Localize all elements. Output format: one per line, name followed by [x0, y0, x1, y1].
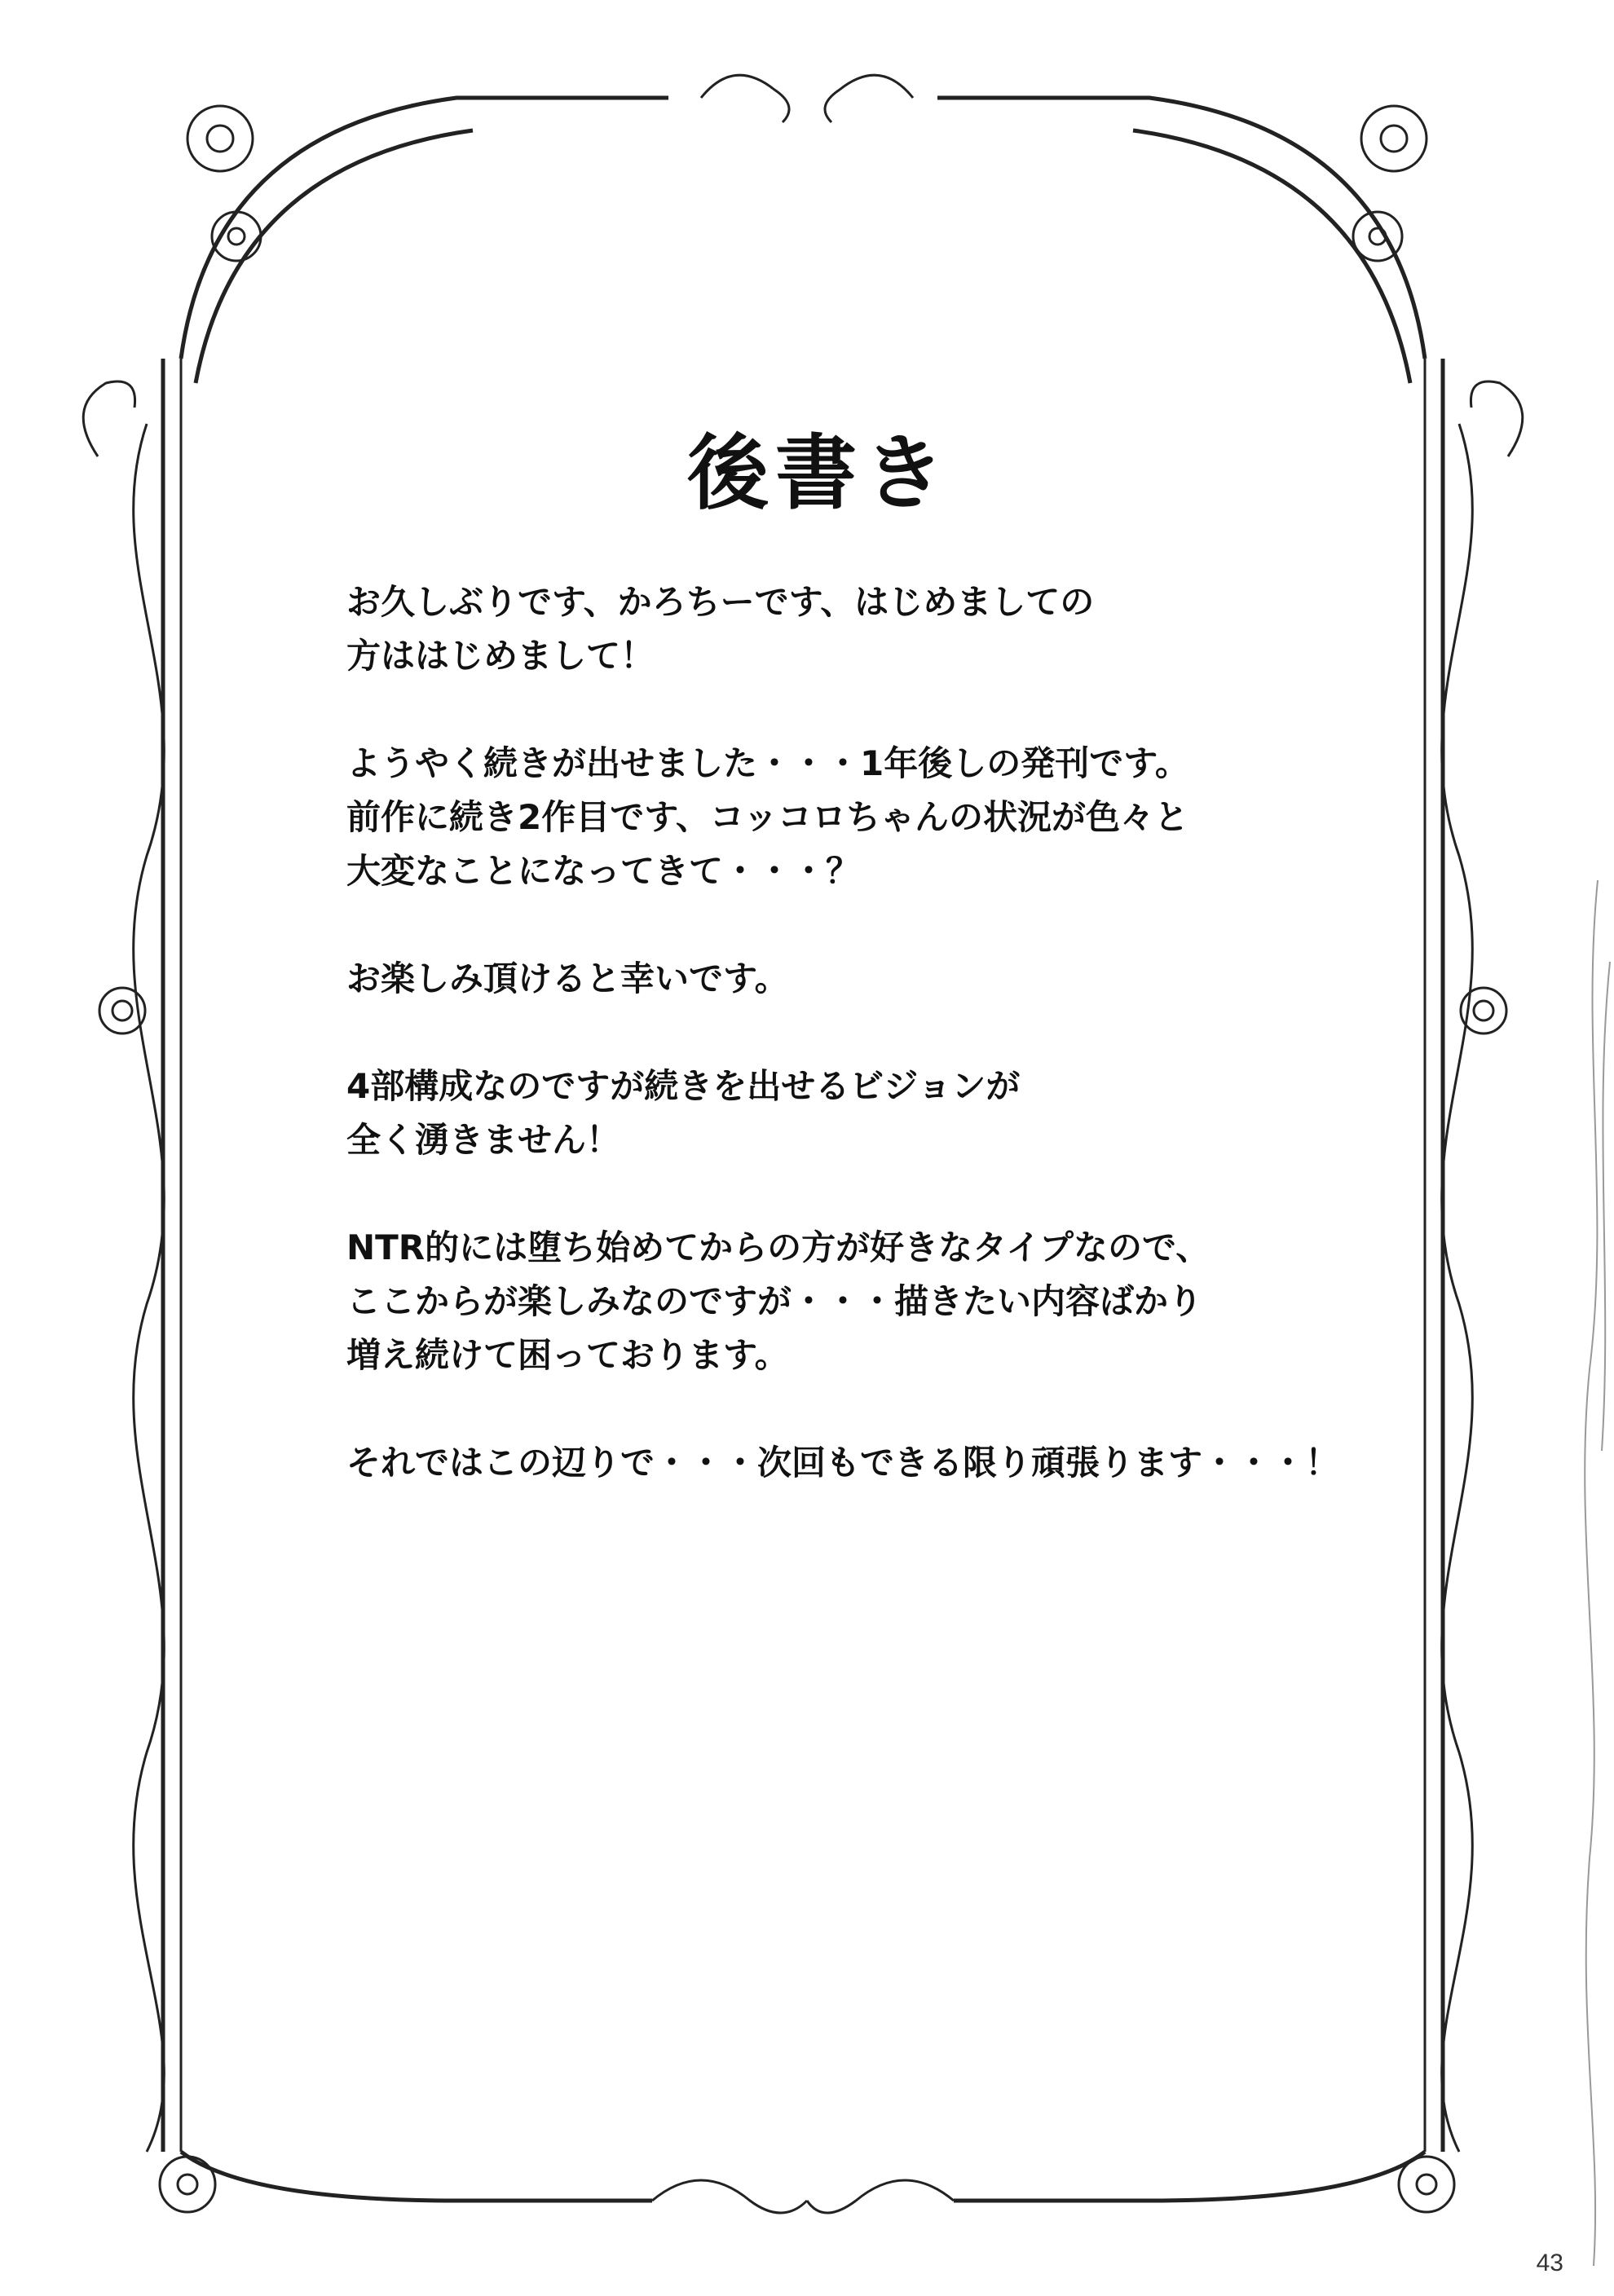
text-line: ここからが楽しみなのですが・・・描きたい内容ばかり — [346, 1281, 1203, 1321]
text-line: NTR的には堕ち始めてからの方が好きなタイプなので、 — [346, 1227, 1210, 1267]
page-number: 43 — [1536, 2250, 1563, 2276]
paragraph — [346, 1436, 1422, 1490]
afterword-body — [346, 575, 1422, 1544]
text-line: お楽しみ頂けると幸いです。 — [346, 959, 789, 998]
text-line: 大変なことになってきて・・・？ — [346, 851, 861, 891]
text-line: 4部構成なのですが続きを出せるビジョンが — [346, 1066, 1021, 1106]
paragraph — [346, 1060, 1422, 1167]
paragraph — [346, 1221, 1422, 1382]
text-line: 前作に続き2作目です、コッコロちゃんの状況が色々と — [346, 797, 1189, 837]
text-line: お久しぶりです、かろちーです、はじめましての — [346, 582, 1095, 622]
text-line: 増え続けて困っております。 — [346, 1335, 789, 1375]
paragraph — [346, 737, 1422, 898]
text-line: それではこの辺りで・・・次回もできる限り頑張ります・・・！ — [346, 1443, 1340, 1483]
paragraph — [346, 575, 1422, 683]
text-line: 全く湧きません！ — [346, 1120, 621, 1160]
paragraph — [346, 952, 1422, 1006]
bleed-artwork-edge — [1565, 880, 1614, 2266]
text-line: ようやく続きが出せました・・・1年後しの発刊です。 — [346, 743, 1189, 783]
page-title: 後書き — [687, 425, 951, 521]
text-line: 方ははじめまして！ — [346, 636, 655, 676]
